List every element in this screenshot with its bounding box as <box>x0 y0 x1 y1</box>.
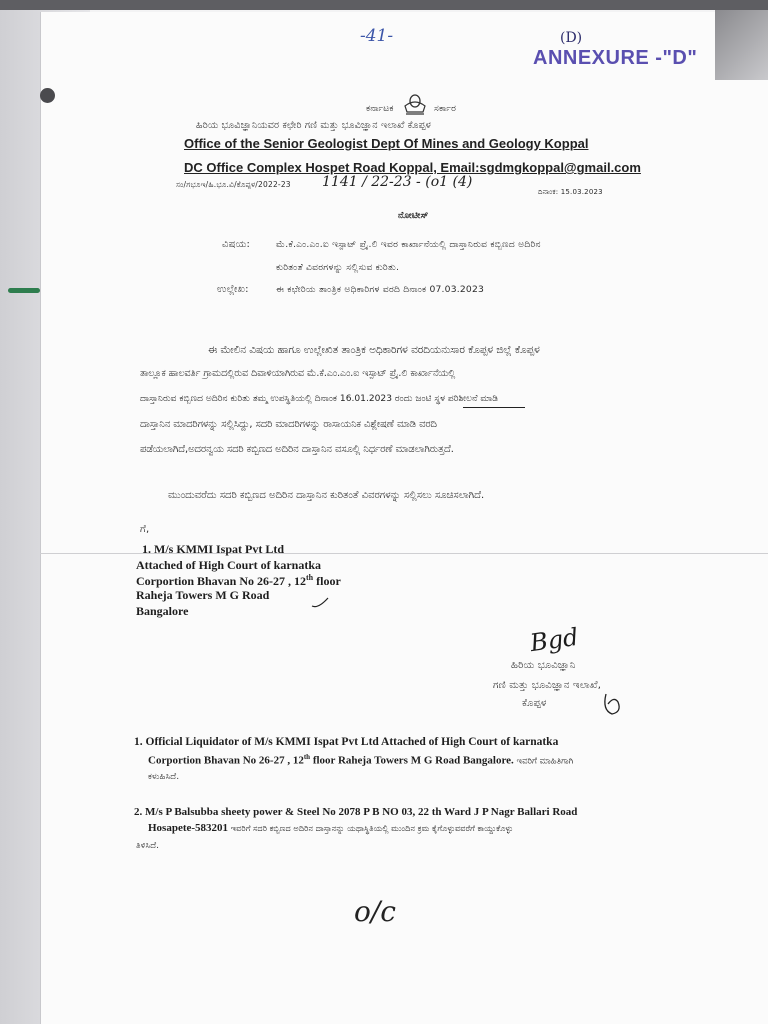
copy-item-1-line2: Corportion Bhavan No 26-27 , 12th floor Raheja Towers M G Road Bangalore. ಇವರಿಗೆ ಮಾಹಿತಿಗಾಗಿ <box>148 753 574 767</box>
body-date-underline <box>463 407 525 408</box>
punch-hole <box>40 88 55 103</box>
initial-mark-icon <box>598 690 628 720</box>
corner-shadow <box>715 10 768 80</box>
signatory-title-2: ಗಣಿ ಮತ್ತು ಭೂವಿಜ್ಞಾನ ಇಲಾಖೆ, <box>493 680 602 691</box>
copy-item-1-line1: 1. Official Liquidator of M/s KMMI Ispat Pvt Ltd Attached of High Court of karnatka <box>134 736 559 748</box>
bottom-handwriting: o/c <box>354 895 396 928</box>
date-stamp: ದಿನಾಂಕ: 15.03.2023 <box>538 188 603 196</box>
copy-item-2-line2: Hosapete-583201 ಇವರಿಗೆ ಸದರಿ ಕಬ್ಬಿಣದ ಅದಿರಿನ ದಾಸ್ತಾನನ್ನು ಯಥಾಸ್ಥಿತಿಯಲ್ಲಿ ಮುಂದಿನ ಕ್ರಮ ಕೈಗೊಳ್ಳುವವರೆಗೆ ಕಾಯ್ದುಕೊಳ್ಳು <box>148 822 513 834</box>
green-thread <box>8 288 40 293</box>
reference-label: ಉಲ್ಲೇಖ: <box>217 284 249 295</box>
body-line-1: ಈ ಮೇಲಿನ ವಿಷಯ ಹಾಗೂ ಉಲ್ಲೇಖಿತ ತಾಂತ್ರಿಕ ಅಧಿಕಾರಿಗಳ ವರದಿಯನುಸಾರ ಕೊಪ್ಪಳ ಜಿಲ್ಲೆ ಕೊಪ್ಪಳ <box>208 344 540 356</box>
closing-line: ಮುಂದುವರೆದು ಸದರಿ ಕಬ್ಬಿಣದ ಅದಿರಿನ ದಾಸ್ತಾನಿನ ಕುರಿತಂತೆ ವಿವರಗಳನ್ನು ಸಲ್ಲಿಸಲು ಸೂಚಿಸಲಾಗಿದೆ. <box>168 490 485 501</box>
emblem-side-left: ಕರ್ನಾಟಕ <box>366 104 394 114</box>
copy-item-1-line3: ಕಳುಹಿಸಿದೆ. <box>148 772 180 782</box>
subject-line1: ಮೆ.ಕೆ.ಎಂ.ಎಂ.ಐ ಇಸ್ಪಾಟ್ ಪ್ರೈ.ಲಿ ಇವರ ಕಾರ್ಖಾನೆಯಲ್ಲಿ ದಾಸ್ತಾನಿರುವ ಕಬ್ಬಿಣದ ಅದಿರಿನ <box>276 239 541 250</box>
annexure-stamp: ANNEXURE -"D" <box>533 47 698 69</box>
address-line-3: Corportion Bhavan No 26-27 , 12th floor <box>136 573 341 588</box>
office-title-line1: Office of the Senior Geologist Dept Of Mines and Geology Koppal <box>184 136 589 151</box>
copy-item-2-line3: ತಿಳಿಸಿದೆ. <box>136 841 160 851</box>
copy-item-2-line1: 2. M/s P Balsubba sheety power & Steel No 2078 P B NO 03, 22 th Ward J P Nagr Ballari Road <box>134 806 578 818</box>
signatory-title-3: ಕೊಪ್ಪಳ <box>522 698 547 709</box>
state-emblem-icon <box>402 92 428 116</box>
signature: Bgd <box>528 622 581 658</box>
subject-label: ವಿಷಯ: <box>222 239 251 250</box>
subject-line2: ಕುರಿತಂತೆ ವಿವರಗಳನ್ನು ಸಲ್ಲಿಸುವ ಕುರಿತು. <box>276 262 400 273</box>
to-label: ಗೆ, <box>140 524 150 535</box>
top-shadow <box>0 0 768 10</box>
body-line-5: ಪಡೆಯಲಾಗಿದೆ,ಅದರನ್ವಯ ಸದರಿ ಕಬ್ಬಿಣದ ಅದಿರಿನ ದಾಸ್ತಾನಿನ ವಸೂಲ್ಲಿ ನಿರ್ಧರಣೆ ಮಾಡಲಾಗಿರುತ್ತದೆ. <box>140 444 454 455</box>
address-line-4: Raheja Towers M G Road <box>136 588 270 602</box>
address-line-5: Bangalore <box>136 604 189 618</box>
annexure-small-label: (D) <box>560 30 583 46</box>
notice-label: ನೋಟೀಸ್ <box>398 211 429 221</box>
page-number: -41- <box>360 26 394 46</box>
tick-mark-icon <box>310 596 330 610</box>
body-line-4: ದಾಸ್ತಾನಿನ ಮಾದರಿಗಳನ್ನು ಸಲ್ಲಿಸಿದ್ದು, ಸದರಿ ಮಾದರಿಗಳನ್ನು ರಾಸಾಯನಿಕ ವಿಶ್ಲೇಷಣೆ ಮಾಡಿ ವರದಿ <box>140 419 437 430</box>
handwritten-reference: 1141 / 22-23 - (o1 (4) <box>322 174 473 190</box>
reference-text: ಈ ಕಛೇರಿಯ ತಾಂತ್ರಿಕ ಅಧಿಕಾರಿಗಳ ವರದಿ ದಿನಾಂಕ 07.03.2023 <box>276 284 485 295</box>
office-title-line2: DC Office Complex Hospet Road Koppal, Email:sgdmgkoppal@gmail.com <box>184 160 641 175</box>
emblem-side-right: ಸರ್ಕಾರ <box>434 104 457 114</box>
body-line-2: ತಾಲ್ಲೂಕ ಹಾಲವರ್ತಿ ಗ್ರಾಮದಲ್ಲಿರುವ ದಿವಾಳಿಯಾಗಿರುವ ಮೆ.ಕೆ.ಎಂ.ಎಂ.ಐ ಇಸ್ಪಾಟ್ ಪ್ರೈ.ಲಿ ಕಾರ್ಖಾನೆಯಲ್ಲಿ <box>140 368 456 379</box>
body-line-3: ದಾಸ್ತಾನಿರುವ ಕಬ್ಬಿಣದ ಅದಿರಿನ ಕುರಿತು ತಮ್ಮ ಉಪಸ್ಥಿತಿಯಲ್ಲಿ ದಿನಾಂಕ 16.01.2023 ರಂದು ಜಂಟಿ ಸ್ಥಳ ಪರಿಶೀಲನೆ ಮಾಡಿ <box>140 394 498 404</box>
office-name-kannada: ಹಿರಿಯ ಭೂವಿಜ್ಞಾನಿಯವರ ಕಛೇರಿ ಗಣಿ ಮತ್ತು ಭೂವಿಜ್ಞಾನ ಇಲಾಖೆ ಕೊಪ್ಪಳ <box>196 120 432 131</box>
address-line-2: Attached of High Court of karnatka <box>136 558 321 572</box>
signatory-title-1: ಹಿರಿಯ ಭೂವಿಜ್ಞಾನಿ <box>511 660 576 671</box>
reference-number: ಸಂ/ಗಭೂಇ/ಹಿ.ಭೂ.ವಿ/ಕೊಪ್ಪಳ/2022-23 <box>176 180 291 189</box>
address-line-1: 1. M/s KMMI Ispat Pvt Ltd <box>142 542 284 556</box>
